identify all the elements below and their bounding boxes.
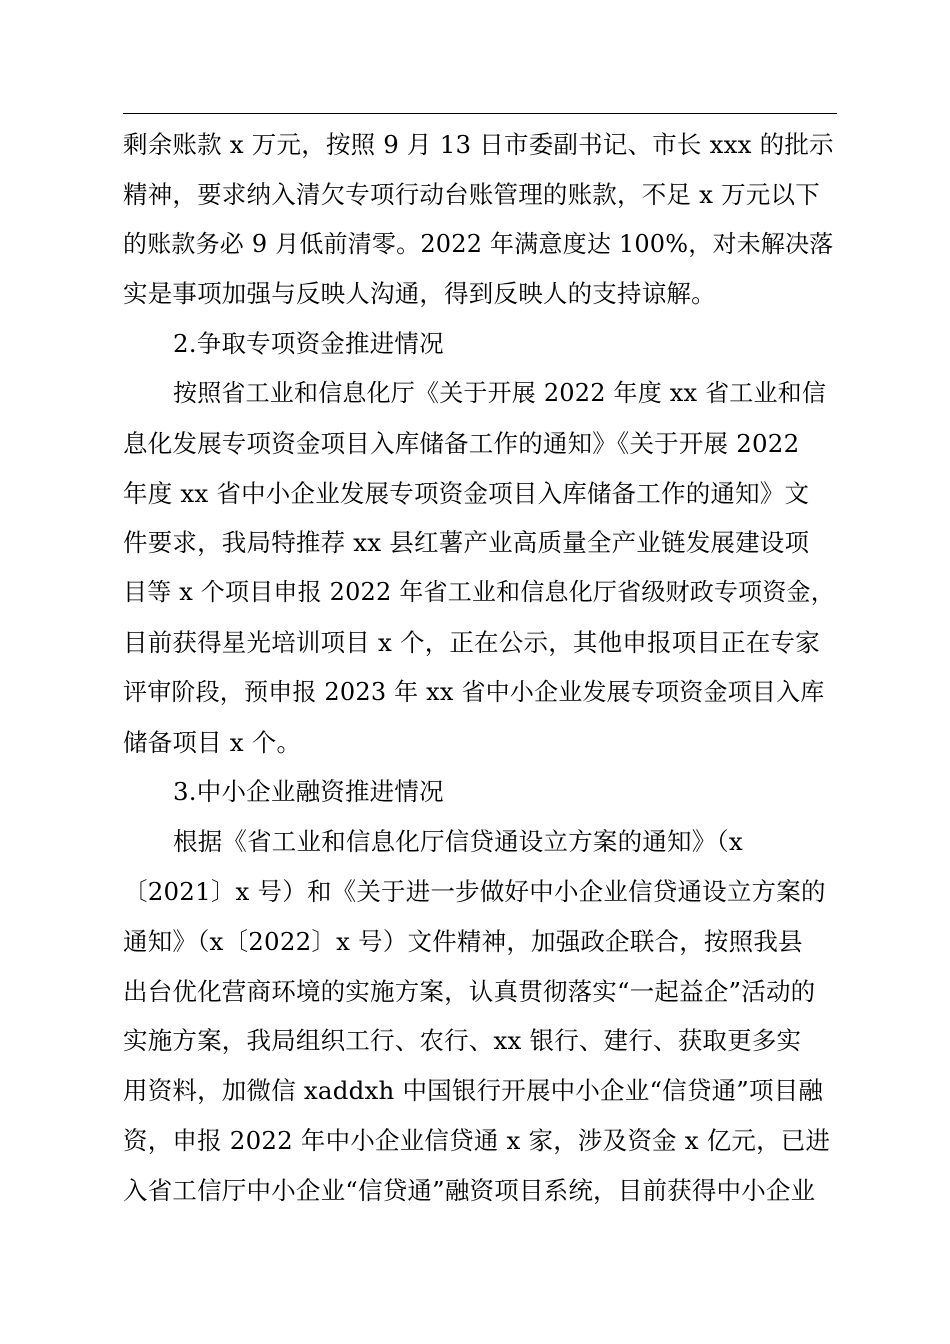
paragraph-line: 按照省工业和信息化厅《关于开展 2022 年度 xx 省工业和信 bbox=[173, 378, 827, 407]
paragraph-line: 年度 xx 省中小企业发展专项资金项目入库储备工作的通知》文 bbox=[123, 478, 810, 508]
section-heading: 3.中小企业融资推进情况 bbox=[173, 777, 444, 807]
paragraph-line: 目等 x 个项目申报 2022 年省工业和信息化厅省级财政专项资金， bbox=[123, 578, 835, 607]
paragraph-line: 的账款务必 9 月低前清零。2022 年满意度达 100%，对未解决落 bbox=[123, 229, 834, 258]
paragraph-line: 出台优化营商环境的实施方案，认真贯彻落实“一起益企”活动的 bbox=[123, 976, 816, 1006]
header-rule bbox=[123, 113, 837, 114]
paragraph-line: 入省工信厅中小企业“信贷通”融资项目系统，目前获得中小企业 bbox=[123, 1175, 816, 1205]
paragraph-line: 通知》（x〔2022〕x 号）文件精神，加强政企联合，按照我县 bbox=[123, 926, 803, 956]
paragraph-line: 精神，要求纳入清欠专项行动台账管理的账款，不足 x 万元以下 bbox=[123, 179, 820, 209]
paragraph-line: 息化发展专项资金项目入库储备工作的通知》《关于开展 2022 bbox=[123, 428, 800, 458]
paragraph-line: 件要求，我局特推荐 xx 县红薯产业高质量全产业链发展建设项 bbox=[123, 528, 810, 558]
paragraph-line: 资，申报 2022 年中小企业信贷通 x 家，涉及资金 x 亿元，已进 bbox=[123, 1125, 831, 1155]
paragraph-line: 用资料，加微信 xaddxh 中国银行开展中小企业“信贷通”项目融 bbox=[123, 1076, 824, 1106]
paragraph-line: 剩余账款 x 万元，按照 9 月 13 日市委副书记、市长 xxx 的批示 bbox=[123, 130, 834, 159]
paragraph-line: 评审阶段，预申报 2023 年 xx 省中小企业发展专项资金项目入库 bbox=[123, 677, 825, 706]
paragraph-line: 〔2021〕x 号）和《关于进一步做好中小企业信贷通设立方案的 bbox=[123, 876, 826, 906]
paragraph-line: 根据《省工业和信息化厅信贷通设立方案的通知》（x bbox=[173, 827, 743, 857]
document-body bbox=[123, 120, 837, 1216]
paragraph-line: 实施方案，我局组织工行、农行、xx 银行、建行、获取更多实 bbox=[123, 1026, 802, 1056]
section-heading: 2.争取专项资金推进情况 bbox=[173, 329, 444, 359]
paragraph-line: 储备项目 x 个。 bbox=[123, 727, 302, 757]
paragraph-line: 实是事项加强与反映人沟通，得到反映人的支持谅解。 bbox=[123, 279, 716, 309]
paragraph-line: 目前获得星光培训项目 x 个，正在公示，其他申报项目正在专家 bbox=[123, 627, 820, 657]
